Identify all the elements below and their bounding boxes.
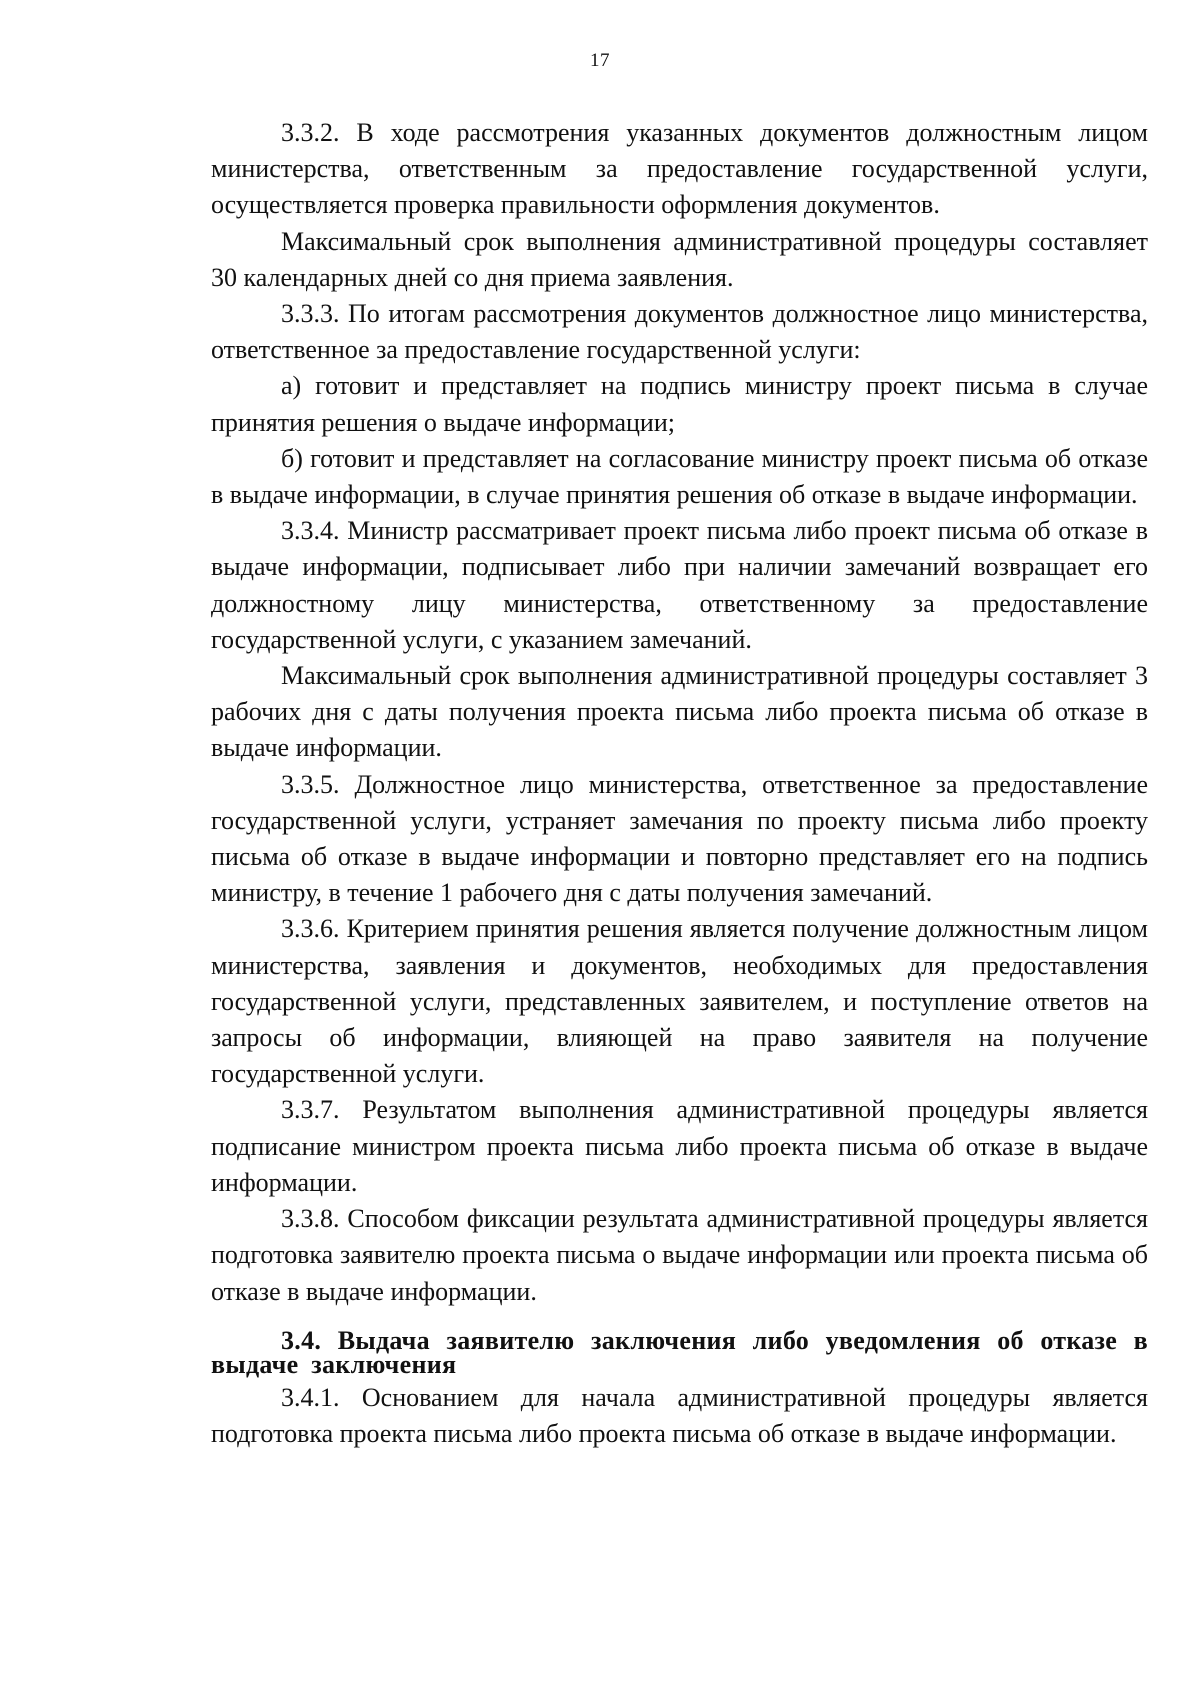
paragraph-3-3-5: 3.3.5. Должностное лицо министерства, ответственное за предоставление государственной услуги, устраняет замечания по проекту письма либо проекту письма об отказе в выдаче информации и повторно представляет его на подпись министру, в течение 1 рабочего дня с даты получения замечаний. [211, 769, 1148, 908]
paragraph-3-3-3: 3.3.3. По итогам рассмотрения документов должностное лицо министерства, ответственное за предоставление государственной услуги: [211, 299, 1148, 365]
paragraph-max-term-3-days: Максимальный срок выполнения административной процедуры составляет 3 рабочих дня с даты получения проекта письма либо проекта письма об отказе в выдаче информации. [211, 661, 1148, 763]
paragraph-3-3-4: 3.3.4. Министр рассматривает проект письма либо проект письма об отказе в выдаче информации, подписывает либо при наличии замечаний возвращает его должностному лицу министерства, ответственному за предоставление государственной услуги, с указанием замечаний. [211, 516, 1148, 654]
paragraph-3-3-2: 3.3.2. В ходе рассмотрения указанных документов должностным лицом министерства, ответственным за предоставление государственной услуги, осуществляется проверка правильности оформления документов. [211, 118, 1148, 220]
paragraph-3-4-1: 3.4.1. Основанием для начала административной процедуры является подготовка проекта письма либо проекта письма об отказе в выдаче информации. [211, 1382, 1148, 1448]
section-heading-3-4: 3.4. Выдача заявителю заключения либо уведомления об отказе в выдаче заключения [211, 1325, 1148, 1379]
paragraph-3-3-8: 3.3.8. Способом фиксации результата административной процедуры является подготовка заявителю проекта письма о выдаче информации или проекта письма об отказе в выдаче информации. [211, 1204, 1148, 1306]
paragraph-max-term-30-days: Максимальный срок выполнения административной процедуры составляет 30 календарных дней со дня приема заявления. [211, 226, 1148, 292]
paragraph-3-3-6: 3.3.6. Критерием принятия решения является получение должностным лицом министерства, заявления и документов, необходимых для предоставления государственной услуги, представленных заявителем, и поступление ответов на запросы об информации, влияющей на право заявителя на получение государственной услуги. [211, 914, 1148, 1089]
paragraph-3-3-7: 3.3.7. Результатом выполнения административной процедуры является подписание министром проекта письма либо проекта письма об отказе в выдаче информации. [211, 1095, 1148, 1197]
page-number: 17 [590, 50, 610, 71]
paragraph-3-3-3-b: б) готовит и представляет на согласование министру проект письма об отказе в выдаче информации, в случае принятия решения об отказе в выдаче информации. [211, 443, 1148, 510]
document-body [211, 115, 1148, 1452]
paragraph-3-3-3-a: а) готовит и представляет на подпись министру проект письма в случае принятия решения о выдаче информации; [211, 371, 1148, 437]
